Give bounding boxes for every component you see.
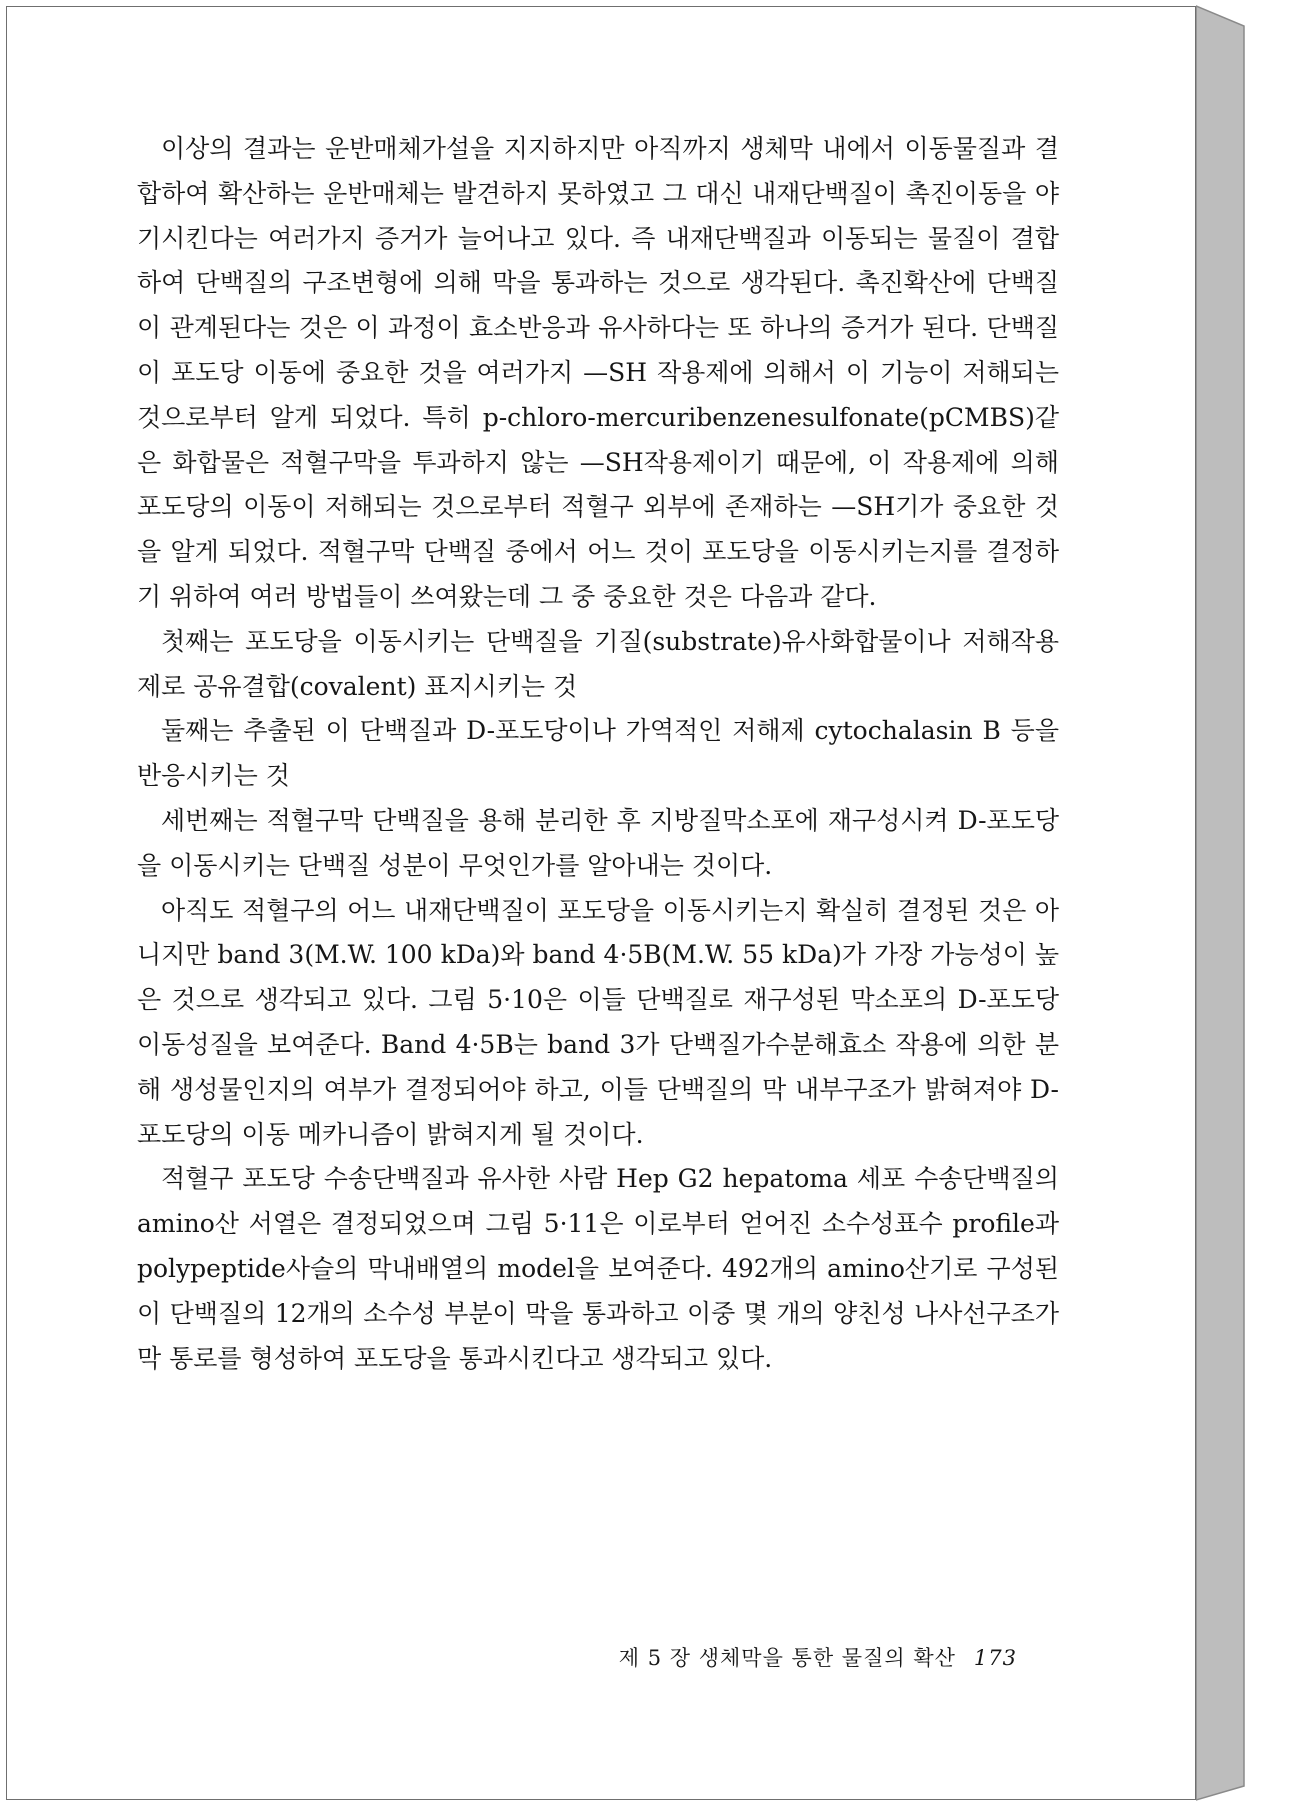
body-text bbox=[137, 127, 1059, 1381]
chapter-title: 제 5 장 생체막을 통한 물질의 확산 bbox=[618, 1646, 956, 1670]
paragraph-2: 첫째는 포도당을 이동시키는 단백질을 기질(substrate)유사화합물이나 저해작용제로 공유결합(covalent) 표지시키는 것 bbox=[137, 626, 1059, 701]
book-page bbox=[6, 6, 1196, 1800]
paragraph-6: 적혈구 포도당 수송단백질과 유사한 사람 Hep G2 hepatoma 세포 수송단백질의 amino산 서열은 결정되었으며 그림 5·11은 이로부터 얻어진 소수성표수 profile과 polypeptide사슬의 막내배열의 model을 보여준다. 492개의 amino산기로 구성된 이 단백질의 12개의 소수성 부분이 막을 통과하고 이중 몇 개의 양친성 나사선구조가 막 통로를 형성하여 포도당을 통과시킨다고 생각되고 있다. bbox=[137, 1164, 1059, 1373]
page-thickness bbox=[1196, 0, 1256, 1806]
paragraph-4: 세번째는 적혈구막 단백질을 용해 분리한 후 지방질막소포에 재구성시켜 D-포도당을 이동시키는 단백질 성분이 무엇인가를 알아내는 것이다. bbox=[137, 805, 1059, 880]
running-footer bbox=[619, 1642, 1017, 1672]
paragraph-5: 아직도 적혈구의 어느 내재단백질이 포도당을 이동시키는지 확실히 결정된 것은 아니지만 band 3(M.W. 100 kDa)와 band 4·5B(M.W. 55 kDa)가 가장 가능성이 높은 것으로 생각되고 있다. 그림 5·10은 이들 단백질로 재구성된 막소포의 D-포도당 이동성질을 보여준다. Band 4·5B는 band 3가 단백질가수분해효소 작용에 의한 분해 생성물인지의 여부가 결정되어야 하고, 이들 단백질의 막 내부구조가 밝혀져야 D-포도당의 이동 메카니즘이 밝혀지게 될 것이다. bbox=[137, 895, 1059, 1149]
paragraph-3: 둘째는 추출된 이 단백질과 D-포도당이나 가역적인 저해제 cytochalasin B 등을 반응시키는 것 bbox=[137, 716, 1059, 791]
paragraph-1: 이상의 결과는 운반매체가설을 지지하지만 아직까지 생체막 내에서 이동물질과 결합하여 확산하는 운반매체는 발견하지 못하였고 그 대신 내재단백질이 촉진이동을 야기시킨다는 여러가지 증거가 늘어나고 있다. 즉 내재단백질과 이동되는 물질이 결합하여 단백질의 구조변형에 의해 막을 통과하는 것으로 생각된다. 촉진확산에 단백질이 관계된다는 것은 이 과정이 효소반응과 유사하다는 또 하나의 증거가 된다. 단백질이 포도당 이동에 중요한 것을 여러가지 —SH 작용제에 의해서 이 기능이 저해되는 것으로부터 알게 되었다. 특히 p-chloro-mercuribenzenesulfonate(pCMBS)같은 화합물은 적혈구막을 투과하지 않는 —SH작용제이기 때문에, 이 작용제에 의해 포도당의 이동이 저해되는 것으로부터 적혈구 외부에 존재하는 —SH기가 중요한 것을 알게 되었다. 적혈구막 단백질 중에서 어느 것이 포도당을 이동시키는지를 결정하기 위하여 여러 방법들이 쓰여왔는데 그 중 중요한 것은 다음과 같다. bbox=[137, 134, 1059, 611]
page-number: 173 bbox=[973, 1646, 1017, 1670]
